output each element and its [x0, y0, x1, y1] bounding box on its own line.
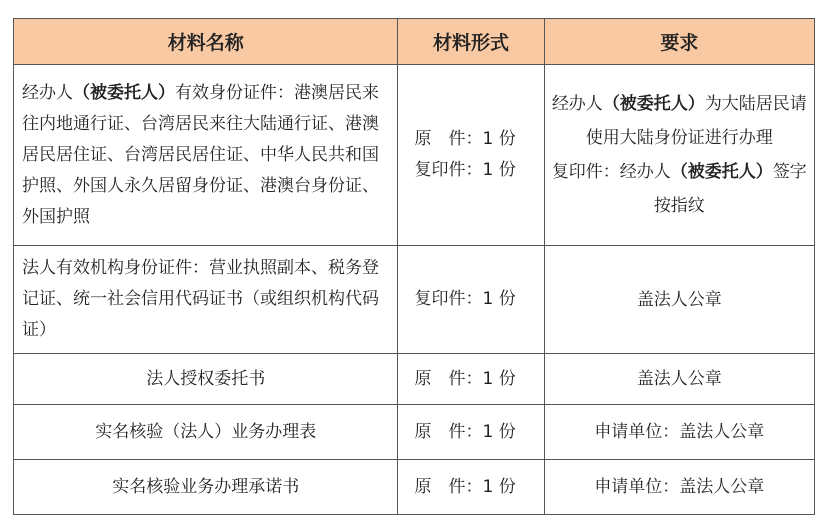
material-form-cell: 原 件：1 份 [398, 405, 544, 460]
table-row [14, 405, 815, 460]
header-material-name: 材料名称 [14, 19, 398, 65]
material-form-line: 复印件：1 份 [414, 160, 516, 180]
material-name-cell: 实名核验（法人）业务办理表 [14, 405, 398, 460]
material-form-line: 原 件：1 份 [414, 129, 516, 149]
table-row [14, 460, 815, 515]
requirement-cell [544, 65, 814, 246]
material-name-text: 有效身份证件：港澳居民来往内地通行证、台湾居民来往大陆通行证、港澳居民居住证、台湾居民居住证、中华人民共和国护照、外国人永久居留身份证、港澳台身份证、外国护照 [22, 82, 379, 227]
material-name-text: 经办人 [22, 82, 73, 103]
material-name-bold: （被委托人） [73, 82, 175, 103]
material-name-cell [14, 65, 398, 246]
material-form-cell [398, 65, 544, 246]
requirement-cell: 申请单位：盖法人公章 [544, 405, 814, 460]
material-form-cell: 原 件：1 份 [398, 460, 544, 515]
table-row [14, 65, 815, 246]
requirement-cell: 申请单位：盖法人公章 [544, 460, 814, 515]
requirement-bold: （被委托人） [602, 94, 705, 114]
requirement-bold: （被委托人） [670, 162, 773, 182]
requirement-cell: 盖法人公章 [544, 354, 814, 405]
materials-table [13, 18, 815, 515]
table-row [14, 246, 815, 354]
requirement-text: 签字按指纹 [653, 162, 807, 216]
requirement-paragraph [549, 87, 810, 155]
material-form-cell: 原 件：1 份 [398, 354, 544, 405]
table-header-row [14, 19, 815, 65]
requirement-cell: 盖法人公章 [544, 246, 814, 354]
header-material-form: 材料形式 [398, 19, 544, 65]
requirement-text: 为大陆居民请使用大陆身份证进行办理 [585, 94, 807, 148]
header-requirement: 要求 [544, 19, 814, 65]
requirement-paragraph [549, 155, 810, 223]
requirement-text: 复印件：经办人 [551, 162, 671, 182]
material-name-cell: 法人授权委托书 [14, 354, 398, 405]
table-row [14, 354, 815, 405]
material-name-cell: 实名核验业务办理承诺书 [14, 460, 398, 515]
requirement-text: 经办人 [551, 94, 603, 114]
material-form-cell: 复印件：1 份 [398, 246, 544, 354]
material-name-cell: 法人有效机构身份证件：营业执照副本、税务登记证、统一社会信用代码证书（或组织机构代码证） [14, 246, 398, 354]
